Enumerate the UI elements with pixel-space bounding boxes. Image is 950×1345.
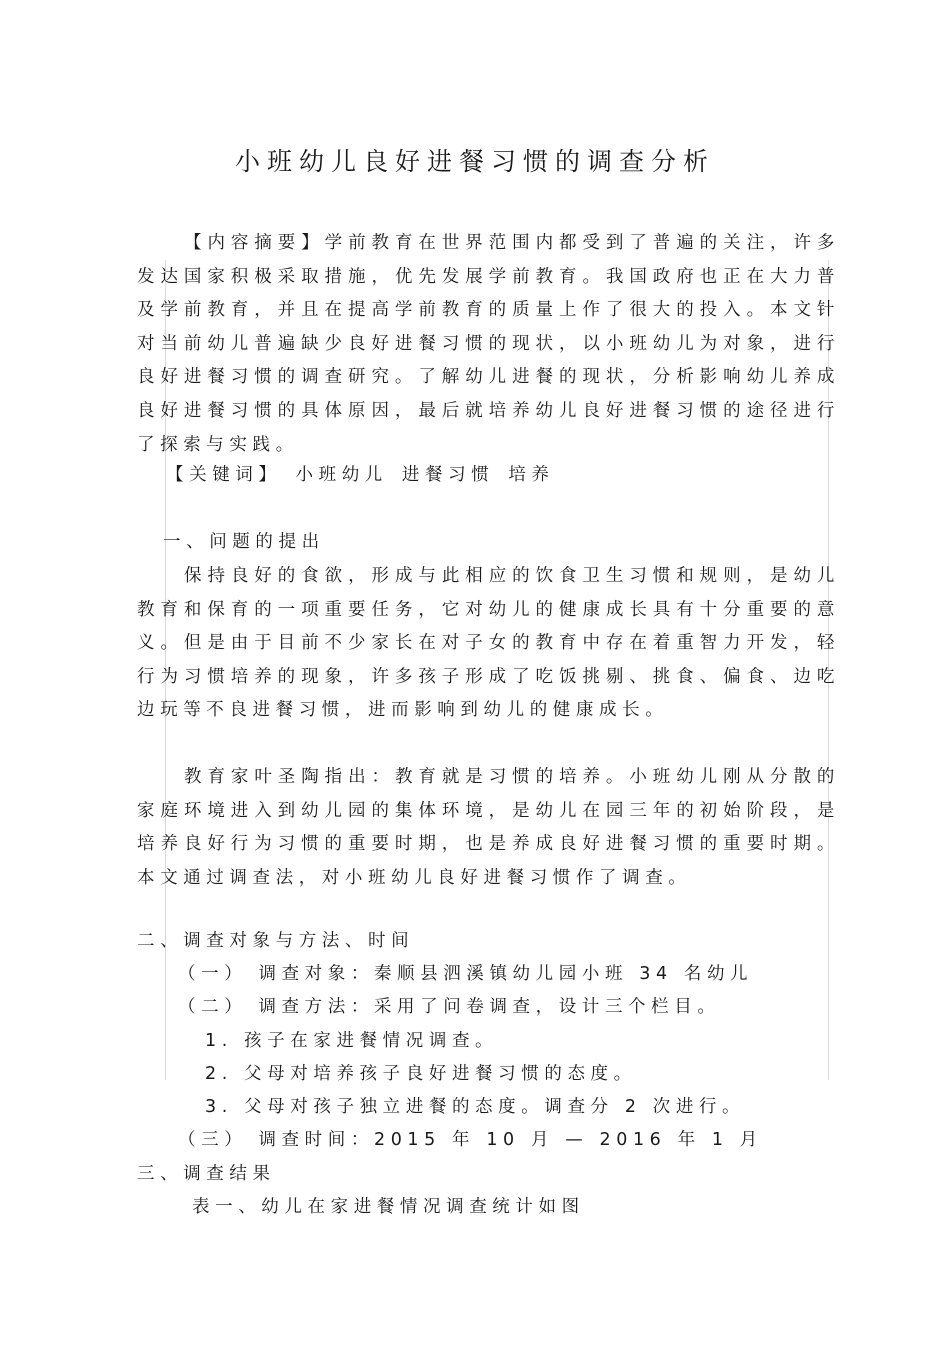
section-1-paragraph-1: 保持良好的食欲，形成与此相应的饮食卫生习惯和规则，是幼儿教育和保育的一项重要任务，它对幼儿的健康成长具有十分重要的意义。但是由于目前不少家长在对子女的教育中存在着重智力开发，轻行为习惯培养的现象，许多孩子形成了吃饭挑剔、挑食、偏食、边吃边玩等不良进餐习惯，进而影响到幼儿的健康成长。 bbox=[137, 566, 840, 721]
section-3-heading: 三、调查结果 bbox=[137, 1164, 276, 1184]
section-2-subitem-2: 2. 父母对培养孩子良好进餐习惯的态度。 bbox=[205, 1064, 637, 1084]
section-1-heading: 一、问题的提出 bbox=[163, 532, 325, 552]
section-2-item-2: （二） 调查方法：采用了问卷调查，设计三个栏目。 bbox=[178, 997, 721, 1017]
section-2-subitem-3: 3. 父母对孩子独立进餐的态度。调查分 2 次进行。 bbox=[205, 1097, 746, 1117]
keywords-label: 【关键词】 bbox=[166, 465, 282, 485]
section-1-paragraph-2: 教育家叶圣陶指出：教育就是习惯的培养。小班幼儿刚从分散的家庭环境进入到幼儿园的集体环境，是幼儿在园三年的初始阶段，是培养良好行为习惯的重要时期，也是养成良好进餐习惯的重要时期。本文通过调查法，对小班幼儿良好进餐习惯作了调查。 bbox=[137, 767, 840, 888]
section-2-item-1: （一） 调查对象：秦顺县泗溪镇幼儿园小班 34 名幼儿 bbox=[178, 964, 754, 984]
abstract-paragraph: 【内容摘要】学前教育在世界范围内都受到了普遍的关注，许多发达国家积极采取措施，优先发展学前教育。我国政府也正在大力普及学前教育，并且在提高学前教育的质量上作了很大的投入。本文针对当前幼儿普遍缺少良好进餐习惯的现状，以小班幼儿为对象，进行良好进餐习惯的调查研究。了解幼儿进餐的现状，分析影响幼儿养成良好进餐习惯的具体原因，最后就培养幼儿良好进餐习惯的途径进行了探索与实践。 bbox=[137, 233, 840, 455]
keywords-line bbox=[166, 459, 555, 492]
section-2-heading: 二、调查对象与方法、时间 bbox=[137, 931, 415, 951]
keyword-item: 培养 bbox=[508, 465, 555, 485]
keyword-item: 小班幼儿 bbox=[295, 465, 388, 485]
document-title: 小班幼儿良好进餐习惯的调查分析 bbox=[234, 147, 715, 176]
table-caption: 表一、幼儿在家进餐情况调查统计如图 bbox=[192, 1197, 585, 1217]
section-2-subitem-1: 1. 孩子在家进餐情况调查。 bbox=[205, 1031, 499, 1051]
section-2-item-3: （三） 调查时间：2015 年 10 月 — 2016 年 1 月 bbox=[178, 1130, 763, 1150]
keyword-item: 进餐习惯 bbox=[401, 465, 495, 485]
